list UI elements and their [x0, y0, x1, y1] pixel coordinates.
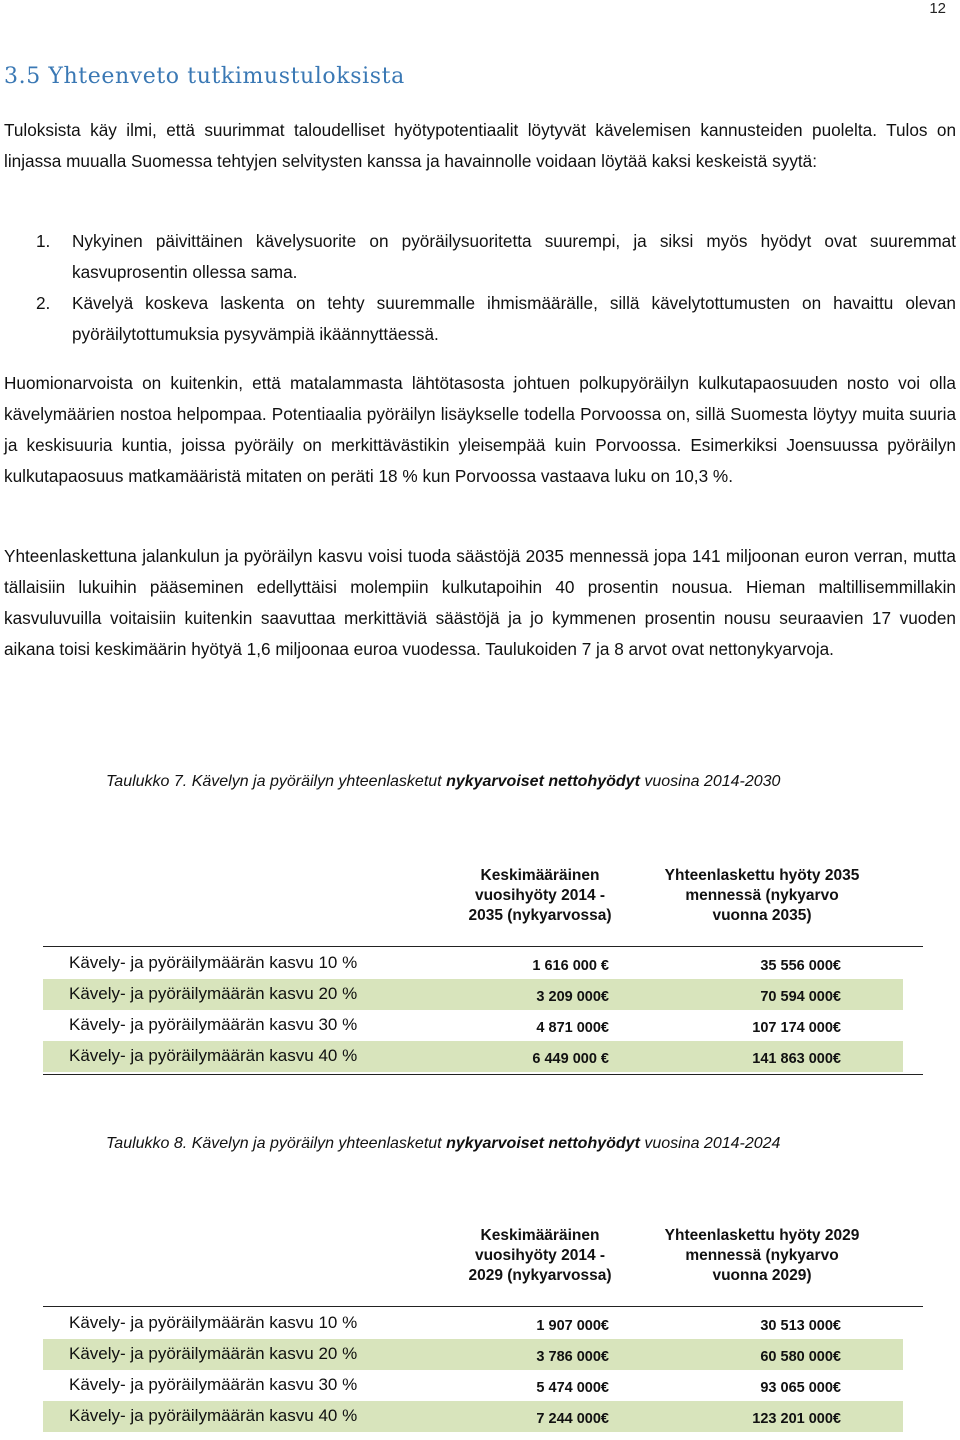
intro-paragraph: Tuloksista käy ilmi, että suurimmat taloudelliset hyötypotentiaalit löytyvät kävelemisen kannusteiden puolelta. Tulos on linjassa muualla Suomessa tehtyjen selvitysten kanssa ja havainnolle voidaan löytää kaksi keskeistä syytä:: [4, 120, 956, 171]
caption-bold: nykyarvoiset nettohyödyt: [446, 1135, 640, 1152]
table-body: [43, 1308, 923, 1432]
header-line: Keskimääräinen: [480, 1227, 600, 1244]
list-marker: 1.: [36, 231, 51, 251]
average-value: 3 786 000€: [536, 1349, 609, 1365]
section-title: 3.5 Yhteenveto tutkimustuloksista: [4, 64, 405, 89]
header-line: Yhteenlaskettu hyöty 2029: [664, 1227, 860, 1244]
row-label: Kävely- ja pyöräilymäärän kasvu 40 %: [69, 1046, 358, 1065]
average-value: 6 449 000 €: [532, 1051, 609, 1067]
table-row: [43, 979, 903, 1010]
column-header-average: [440, 866, 640, 926]
total-value: 123 201 000€: [752, 1411, 841, 1427]
header-line: mennessä (nykyarvo: [685, 1247, 839, 1264]
total-value: 70 594 000€: [760, 989, 841, 1005]
row-label: Kävely- ja pyöräilymäärän kasvu 10 %: [69, 1313, 358, 1332]
header-line: Keskimääräinen: [480, 867, 600, 884]
table-row: [43, 948, 923, 979]
column-header-average: [440, 1226, 640, 1286]
header-line: 2029 (nykyarvossa): [468, 1267, 612, 1284]
caption-prefix: Taulukko 7. Kävelyn ja pyöräilyn yhteenlasketut: [106, 773, 447, 790]
average-value: 1 616 000 €: [532, 958, 609, 974]
header-line: vuonna 2029): [712, 1267, 812, 1284]
row-label: Kävely- ja pyöräilymäärän kasvu 30 %: [69, 1375, 358, 1394]
total-value: 35 556 000€: [760, 958, 841, 974]
list-item-text: Nykyinen päivittäinen kävelysuorite on pyöräilysuoritetta suurempi, ja siksi myös hyödyt ovat suuremmat kasvuprosentin ollessa sama.: [72, 231, 956, 282]
caption-bold: nykyarvoiset nettohyödyt: [446, 773, 640, 790]
table-top-rule: [43, 946, 923, 947]
average-value: 5 474 000€: [536, 1380, 609, 1396]
list-item: [36, 226, 956, 288]
caption-prefix: Taulukko 8. Kävelyn ja pyöräilyn yhteenlasketut: [106, 1135, 447, 1152]
total-value: 141 863 000€: [752, 1051, 841, 1067]
page-number: 12: [929, 0, 946, 17]
total-value: 93 065 000€: [760, 1380, 841, 1396]
total-value: 107 174 000€: [752, 1020, 841, 1036]
total-value: 30 513 000€: [760, 1318, 841, 1334]
average-value: 4 871 000€: [536, 1020, 609, 1036]
average-value: 7 244 000€: [536, 1411, 609, 1427]
table-row: [43, 1041, 903, 1072]
list-item: [36, 288, 956, 350]
header-line: 2035 (nykyarvossa): [468, 907, 612, 924]
column-header-total: [644, 866, 880, 926]
savings-summary-paragraph: Yhteenlaskettuna jalankulun ja pyöräilyn kasvu voisi tuoda säästöjä 2035 mennessä jopa 141 miljoonan euron verran, mutta tällaisiin lukuihin pääseminen edellyttäisi molempiin kulkutapoihin 40 prosentin nousua. Hieman maltillisemmillakin kasvuluvuilla voitaisiin kuitenkin saavuttaa merkittäviä säästöjä ja jo kymmenen prosentin nousu seuraavien 17 vuoden aikana toisi keskimäärin hyötyä 1,6 miljoonaa euroa vuodessa. Taulukoiden 7 ja 8 arvot ovat nettonykyarvoja.: [4, 546, 956, 659]
header-line: vuonna 2035): [712, 907, 812, 924]
caption-suffix: vuosina 2014-2024: [639, 1135, 781, 1152]
table-row: [43, 1010, 923, 1041]
table-bottom-rule: [43, 1074, 923, 1075]
column-header-total: [644, 1226, 880, 1286]
caption-suffix: vuosina 2014-2030: [639, 773, 781, 790]
table-body: [43, 948, 923, 1072]
table-row: [43, 1308, 923, 1339]
table-7-caption: [106, 773, 780, 791]
table-top-rule: [43, 1306, 923, 1307]
header-line: mennessä (nykyarvo: [685, 887, 839, 904]
average-value: 3 209 000€: [536, 989, 609, 1005]
row-label: Kävely- ja pyöräilymäärän kasvu 20 %: [69, 1344, 358, 1363]
header-line: vuosihyöty 2014 -: [474, 887, 606, 904]
table-row: [43, 1339, 903, 1370]
row-label: Kävely- ja pyöräilymäärän kasvu 30 %: [69, 1015, 358, 1034]
findings-list: [36, 226, 956, 350]
table-row: [43, 1401, 903, 1432]
table-row: [43, 1370, 923, 1401]
cycling-potential-paragraph: Huomionarvoista on kuitenkin, että matalammasta lähtötasosta johtuen polkupyöräilyn kulkutapaosuuden nosto voi olla kävelymäärien nostoa helpompaa. Potentiaalia pyöräilyn lisäykselle todella Porvoossa on, sillä Suomesta löytyy muita suuria ja keskisuuria kuntia, joissa pyöräily on merkittävästikin yleisempää kuin Porvoossa. Esimerkiksi Joensuussa pyöräilyn kulkutapaosuus matkamääristä mitaten on peräti 18 % kun Porvoossa vastaava luku on 10,3 %.: [4, 373, 956, 486]
row-label: Kävely- ja pyöräilymäärän kasvu 10 %: [69, 953, 358, 972]
header-line: vuosihyöty 2014 -: [474, 1247, 606, 1264]
list-item-text: Kävelyä koskeva laskenta on tehty suuremmalle ihmismäärälle, sillä kävelytottumusten on havaittu olevan pyöräilytottumuksia pysyvämpiä ikäännyttäessä.: [72, 293, 956, 344]
list-marker: 2.: [36, 293, 51, 313]
header-line: Yhteenlaskettu hyöty 2035: [664, 867, 860, 884]
row-label: Kävely- ja pyöräilymäärän kasvu 40 %: [69, 1406, 358, 1425]
row-label: Kävely- ja pyöräilymäärän kasvu 20 %: [69, 984, 358, 1003]
table-8-caption: [106, 1135, 780, 1153]
average-value: 1 907 000€: [536, 1318, 609, 1334]
total-value: 60 580 000€: [760, 1349, 841, 1365]
